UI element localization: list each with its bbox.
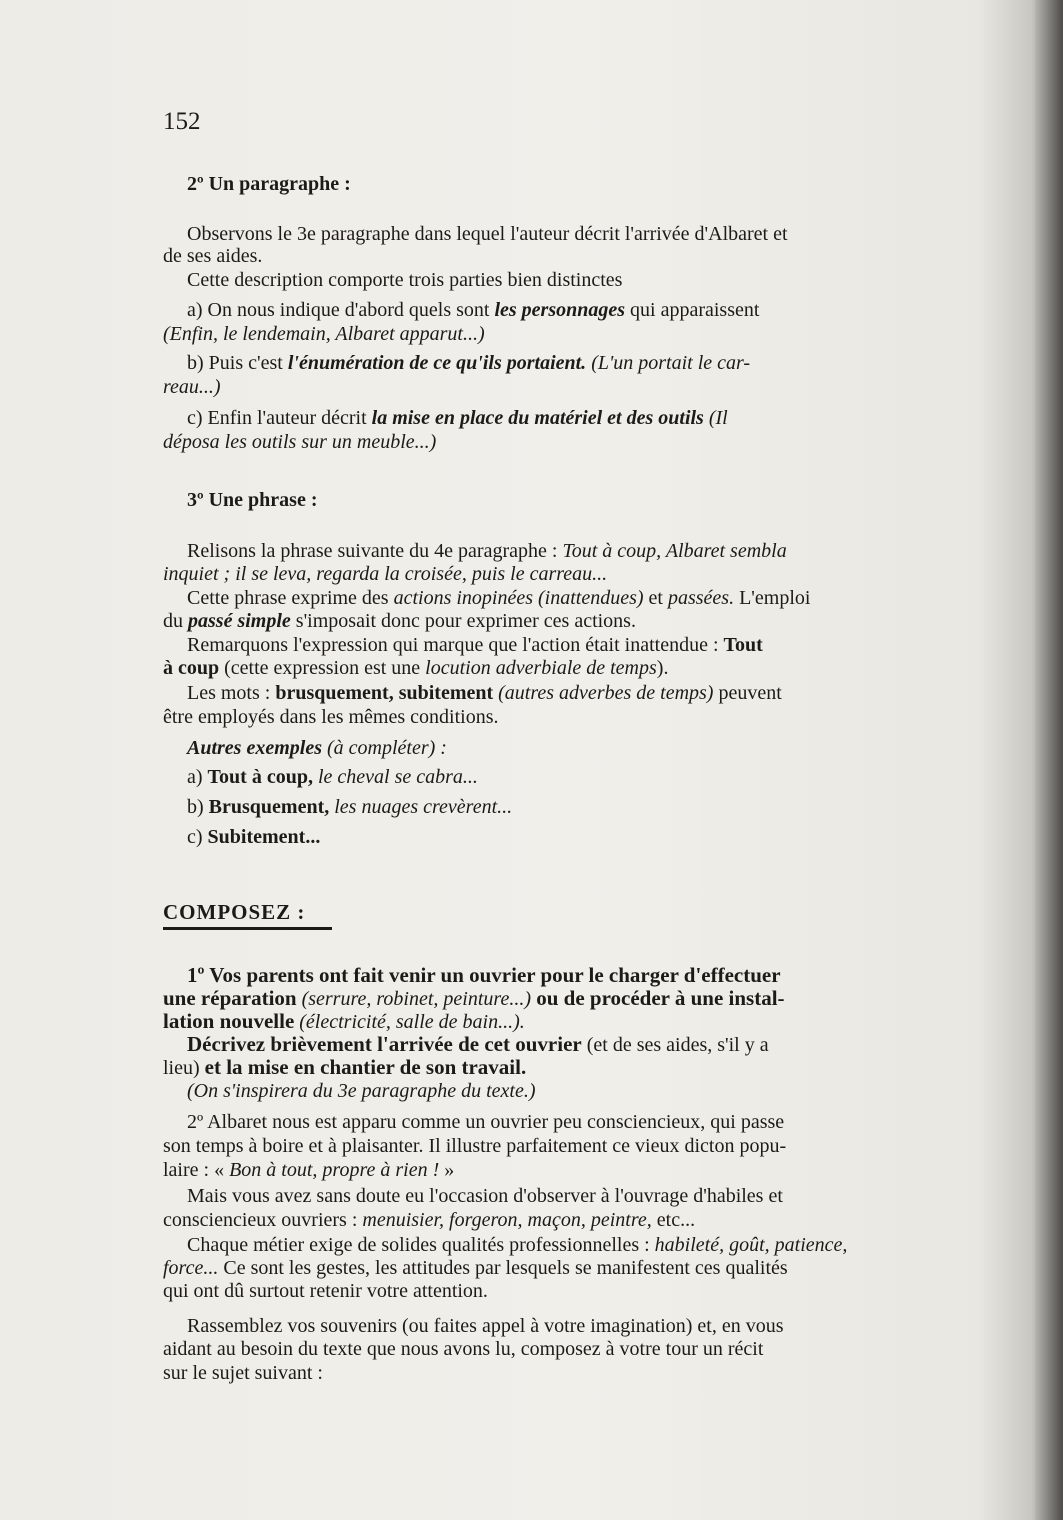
s3-line [163, 656, 668, 680]
s2-paragraph-line: Cette description comporte trois parties bien distinctes [187, 269, 623, 291]
section-3-heading: 3º Une phrase : [187, 489, 318, 511]
text: consciencieux ouvriers : [163, 1209, 363, 1231]
q2-line: son temps à boire et à plaisanter. Il illustre parfaitement ce vieux dicton popu- [163, 1135, 787, 1157]
text: » [439, 1159, 455, 1181]
text: (et de ses aides, s'il y a [581, 1034, 769, 1056]
text: etc... [651, 1209, 696, 1231]
q2-line: qui ont dû surtout retenir votre attention. [163, 1280, 488, 1302]
q3-line: Rassemblez vos souvenirs (ou faites appel à votre imagination) et, en vous [187, 1315, 784, 1337]
q2-line [163, 1208, 695, 1232]
s2-item-b-example: reau...) [163, 376, 221, 398]
emphasis: Autres exemples [187, 737, 322, 759]
s2-item-a [187, 298, 759, 322]
quote: les nuages crevèrent... [329, 796, 513, 818]
s3-line [163, 609, 636, 633]
text: (Il [703, 407, 728, 429]
text: ). [656, 657, 669, 679]
s3-line [187, 681, 782, 705]
s3-example-b [187, 795, 512, 819]
quote: Bon à tout, propre à rien ! [229, 1159, 440, 1181]
quote: menuisier, forgeron, maçon, peintre, [362, 1209, 652, 1231]
quote: habileté, goût, patience, [654, 1234, 848, 1256]
text: qui apparaissent [625, 299, 760, 321]
text: L'emploi [734, 587, 811, 609]
s2-paragraph-line: de ses aides. [163, 245, 263, 267]
text: Remarquons l'expression qui marque que l'action était inattendue : [187, 634, 724, 656]
s2-item-b [187, 351, 750, 375]
text: c) [187, 826, 208, 848]
emphasis: l'énumération de ce qu'ils portaient. [287, 352, 587, 374]
quote: le cheval se cabra... [312, 766, 478, 788]
emphasis: passé simple [188, 610, 291, 632]
text: (L'un portait le car- [586, 352, 751, 374]
emphasis: Décrivez brièvement l'arrivée de cet ouvrier [187, 1032, 582, 1056]
text: du [163, 610, 188, 632]
emphasis: Brusquement, [208, 796, 330, 818]
text: c) Enfin l'auteur décrit [187, 407, 372, 429]
emphasis: Tout à coup, [207, 766, 313, 788]
text: Ce sont les gestes, les attitudes par lesquels se manifestent ces qualités [218, 1257, 788, 1279]
emphasis: ou de procéder à une instal- [530, 986, 785, 1010]
emphasis: lation nouvelle [163, 1009, 295, 1033]
text: peuvent [713, 682, 782, 704]
q1-line [163, 1009, 525, 1034]
text: Les mots : [187, 682, 276, 704]
q2-line [163, 1256, 788, 1280]
quote: locution adverbiale de temps [425, 657, 657, 679]
s3-example-a [187, 765, 478, 789]
q1-line [187, 1032, 769, 1057]
page-number: 152 [163, 108, 201, 135]
s2-item-a-example: (Enfin, le lendemain, Albaret apparut...) [163, 323, 485, 345]
q3-line: aidant au besoin du texte que nous avons lu, composez à votre tour un récit [163, 1338, 764, 1360]
s2-item-c [187, 406, 728, 430]
q3-line: sur le sujet suivant : [163, 1362, 323, 1384]
q2-line: Mais vous avez sans doute eu l'occasion d'observer à l'ouvrage d'habiles et [187, 1185, 783, 1207]
emphasis: brusquement, subitement [275, 682, 494, 704]
text: a) On nous indique d'abord quels sont [187, 299, 495, 321]
quote: (à compléter) : [322, 737, 447, 759]
text: et [643, 587, 668, 609]
q2-line: 2º Albaret nous est apparu comme un ouvrier peu consciencieux, qui passe [187, 1111, 785, 1133]
emphasis: la mise en place du matériel et des outils [371, 407, 704, 429]
quote: (serrure, robinet, peinture...) [296, 988, 531, 1010]
q1-line [163, 986, 785, 1011]
section-2-heading: 2º Un paragraphe : [187, 173, 351, 195]
quote: passées. [667, 587, 735, 609]
q2-line [163, 1158, 454, 1182]
emphasis: à coup [163, 657, 220, 679]
s2-item-c-example: déposa les outils sur un meuble...) [163, 431, 437, 453]
page-binding-edge [1035, 0, 1063, 1520]
text: a) [187, 766, 208, 788]
s2-paragraph-line: Observons le 3e paragraphe dans lequel l'auteur décrit l'arrivée d'Albaret et [187, 223, 788, 245]
emphasis: et la mise en chantier de son travail. [204, 1055, 527, 1079]
s3-line [187, 539, 787, 563]
emphasis: Tout [723, 634, 763, 656]
s3-line [187, 633, 763, 657]
emphasis: Subitement... [207, 826, 321, 848]
quote: force... [163, 1257, 219, 1279]
text: b) [187, 796, 209, 818]
text: s'imposait donc pour exprimer ces actions. [290, 610, 636, 632]
q2-line [187, 1233, 847, 1257]
q1-line [163, 1055, 526, 1080]
s3-examples-heading [187, 736, 447, 760]
heading-underline [163, 927, 332, 930]
quote: Tout à coup, Albaret sembla [562, 540, 787, 562]
quote: actions inopinées (inattendues) [393, 587, 644, 609]
emphasis: les personnages [494, 299, 626, 321]
s3-line [187, 586, 810, 610]
text: Chaque métier exige de solides qualités professionnelles : [187, 1234, 655, 1256]
composez-heading: COMPOSEZ : [163, 900, 306, 924]
text: laire : « [163, 1159, 230, 1181]
text: b) Puis c'est [187, 352, 288, 374]
quote: (autres adverbes de temps) [493, 682, 714, 704]
text: Cette phrase exprime des [187, 587, 394, 609]
quote: (électricité, salle de bain...). [294, 1011, 525, 1033]
s3-line: inquiet ; il se leva, regarda la croisée, puis le carreau... [163, 563, 608, 585]
s3-example-c [187, 825, 320, 849]
text: (cette expression est une [219, 657, 426, 679]
text: lieu) [163, 1057, 205, 1079]
q1-note: (On s'inspirera du 3e paragraphe du texte.) [187, 1080, 536, 1102]
emphasis: une réparation [163, 986, 297, 1010]
s3-line: être employés dans les mêmes conditions. [163, 706, 499, 728]
q1-line: 1º Vos parents ont fait venir un ouvrier pour le charger d'effectuer [187, 963, 781, 987]
text: Relisons la phrase suivante du 4e paragraphe : [187, 540, 563, 562]
